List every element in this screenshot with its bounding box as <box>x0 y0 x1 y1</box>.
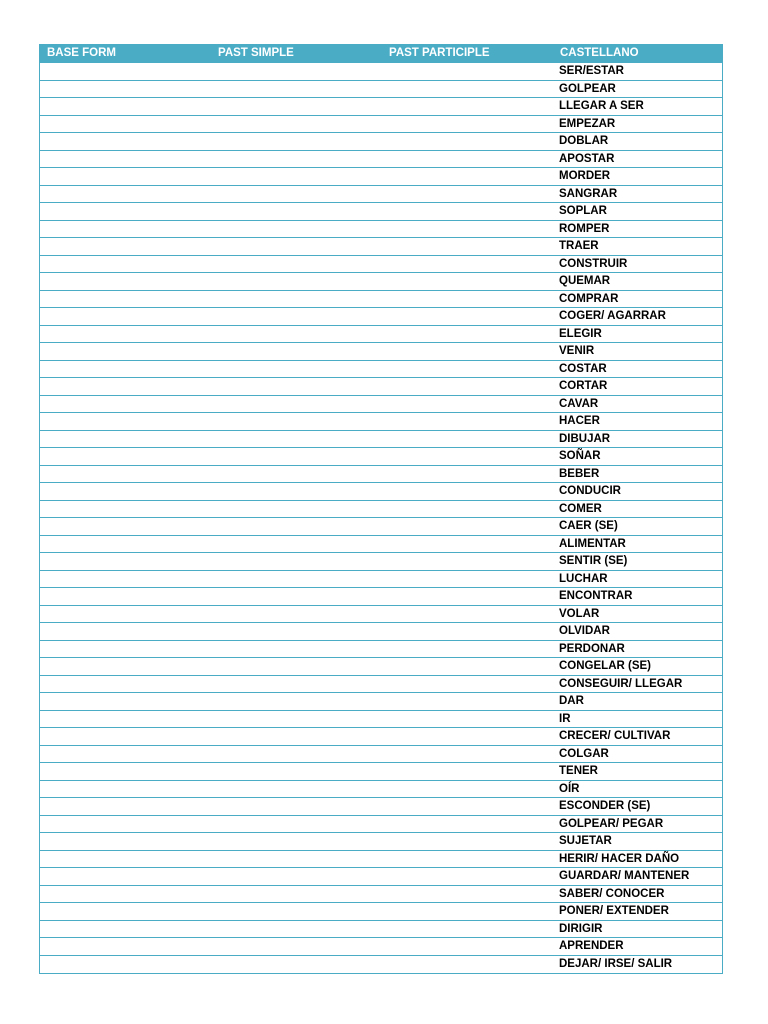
base-form-cell[interactable] <box>40 168 211 185</box>
past-simple-cell[interactable] <box>211 553 382 570</box>
base-form-cell[interactable] <box>40 431 211 448</box>
table-body <box>40 63 722 973</box>
past-simple-cell[interactable] <box>211 886 382 903</box>
base-form-cell[interactable] <box>40 693 211 710</box>
past-participle-cell[interactable] <box>382 588 553 605</box>
past-participle-cell[interactable] <box>382 378 553 395</box>
base-form-cell[interactable] <box>40 343 211 360</box>
past-participle-cell[interactable] <box>382 711 553 728</box>
table-row <box>40 63 722 81</box>
header-past-simple: PAST SIMPLE <box>218 47 294 59</box>
table-row <box>40 133 722 151</box>
base-form-cell[interactable] <box>40 868 211 885</box>
castellano-cell: CORTAR <box>559 380 608 392</box>
past-simple-cell[interactable] <box>211 763 382 780</box>
table-row <box>40 326 722 344</box>
castellano-cell: SANGRAR <box>559 187 618 200</box>
castellano-cell: SOÑAR <box>559 450 601 462</box>
table-row <box>40 291 722 309</box>
base-form-cell[interactable] <box>40 256 211 273</box>
past-participle-cell[interactable] <box>382 448 553 465</box>
header-past-participle: PAST PARTICIPLE <box>389 47 490 59</box>
table-row <box>40 501 722 519</box>
past-simple-cell[interactable] <box>211 658 382 675</box>
castellano-cell: TENER <box>559 765 598 777</box>
castellano-cell: DIRIGIR <box>559 922 603 935</box>
past-simple-cell[interactable] <box>211 151 382 168</box>
base-form-cell[interactable] <box>40 326 211 343</box>
castellano-cell: SENTIR (SE) <box>559 555 628 567</box>
past-participle-cell[interactable] <box>382 746 553 763</box>
past-participle-cell[interactable] <box>382 396 553 413</box>
past-simple-cell[interactable] <box>211 186 382 203</box>
base-form-cell[interactable] <box>40 448 211 465</box>
past-simple-cell[interactable] <box>211 221 382 238</box>
past-participle-cell[interactable] <box>382 431 553 448</box>
base-form-cell[interactable] <box>40 151 211 168</box>
past-simple-cell[interactable] <box>211 676 382 693</box>
past-participle-cell[interactable] <box>382 256 553 273</box>
past-participle-cell[interactable] <box>382 483 553 500</box>
table-row <box>40 483 722 501</box>
past-participle-cell[interactable] <box>382 501 553 518</box>
past-simple-cell[interactable] <box>211 98 382 115</box>
table-row <box>40 956 722 974</box>
castellano-cell: COLGAR <box>559 747 609 760</box>
header-base-form: BASE FORM <box>47 47 116 59</box>
castellano-cell: COMER <box>559 502 602 515</box>
past-participle-cell[interactable] <box>382 203 553 220</box>
table-row <box>40 151 722 169</box>
table-row <box>40 553 722 571</box>
castellano-cell: COSTAR <box>559 362 607 375</box>
castellano-cell: CONDUCIR <box>559 485 621 497</box>
past-participle-cell[interactable] <box>382 186 553 203</box>
castellano-cell: GOLPEAR/ PEGAR <box>559 817 664 830</box>
past-simple-cell[interactable] <box>211 728 382 745</box>
past-participle-cell[interactable] <box>382 868 553 885</box>
past-simple-cell[interactable] <box>211 168 382 185</box>
past-simple-cell[interactable] <box>211 361 382 378</box>
table-row <box>40 168 722 186</box>
past-simple-cell[interactable] <box>211 326 382 343</box>
past-simple-cell[interactable] <box>211 938 382 955</box>
castellano-cell: VOLAR <box>559 607 600 620</box>
table-row <box>40 886 722 904</box>
table-row <box>40 536 722 554</box>
base-form-cell[interactable] <box>40 728 211 745</box>
table-row <box>40 763 722 781</box>
table-row <box>40 938 722 956</box>
castellano-cell: DIBUJAR <box>559 432 611 445</box>
base-form-cell[interactable] <box>40 378 211 395</box>
castellano-cell: HACER <box>559 415 600 427</box>
table-row <box>40 693 722 711</box>
past-participle-cell[interactable] <box>382 133 553 150</box>
castellano-cell: DEJAR/ IRSE/ SALIR <box>559 957 673 970</box>
table-row <box>40 116 722 134</box>
past-simple-cell[interactable] <box>211 903 382 920</box>
past-participle-cell[interactable] <box>382 308 553 325</box>
past-participle-cell[interactable] <box>382 518 553 535</box>
past-participle-cell[interactable] <box>382 781 553 798</box>
table-row <box>40 658 722 676</box>
castellano-cell: LUCHAR <box>559 572 608 585</box>
base-form-cell[interactable] <box>40 711 211 728</box>
past-participle-cell[interactable] <box>382 816 553 833</box>
base-form-cell[interactable] <box>40 903 211 920</box>
past-simple-cell[interactable] <box>211 921 382 938</box>
past-simple-cell[interactable] <box>211 588 382 605</box>
base-form-cell[interactable] <box>40 833 211 850</box>
table-row <box>40 221 722 239</box>
castellano-cell: PERDONAR <box>559 642 625 655</box>
past-simple-cell[interactable] <box>211 693 382 710</box>
base-form-cell[interactable] <box>40 536 211 553</box>
base-form-cell[interactable] <box>40 518 211 535</box>
past-participle-cell[interactable] <box>382 326 553 343</box>
table-row <box>40 378 722 396</box>
table-row <box>40 833 722 851</box>
table-row <box>40 623 722 641</box>
base-form-cell[interactable] <box>40 763 211 780</box>
past-participle-cell[interactable] <box>382 536 553 553</box>
past-simple-cell[interactable] <box>211 116 382 133</box>
castellano-cell: BEBER <box>559 467 600 480</box>
table-row <box>40 571 722 589</box>
table-row <box>40 396 722 414</box>
castellano-cell: SABER/ CONOCER <box>559 887 665 900</box>
past-participle-cell[interactable] <box>382 291 553 308</box>
table-row <box>40 466 722 484</box>
table-row <box>40 81 722 99</box>
table-header <box>40 45 722 63</box>
past-simple-cell[interactable] <box>211 133 382 150</box>
base-form-cell[interactable] <box>40 606 211 623</box>
castellano-cell: EMPEZAR <box>559 117 616 130</box>
table-row <box>40 98 722 116</box>
table-row <box>40 273 722 291</box>
table-row <box>40 746 722 764</box>
castellano-cell: CONGELAR (SE) <box>559 660 651 672</box>
past-simple-cell[interactable] <box>211 868 382 885</box>
base-form-cell[interactable] <box>40 413 211 430</box>
base-form-cell[interactable] <box>40 921 211 938</box>
past-simple-cell[interactable] <box>211 483 382 500</box>
base-form-cell[interactable] <box>40 816 211 833</box>
base-form-cell[interactable] <box>40 798 211 815</box>
past-participle-cell[interactable] <box>382 921 553 938</box>
castellano-cell: PONER/ EXTENDER <box>559 905 669 917</box>
base-form-cell[interactable] <box>40 361 211 378</box>
past-participle-cell[interactable] <box>382 343 553 360</box>
past-participle-cell[interactable] <box>382 851 553 868</box>
past-participle-cell[interactable] <box>382 763 553 780</box>
castellano-cell: HERIR/ HACER DAÑO <box>559 852 680 865</box>
table-row <box>40 606 722 624</box>
past-participle-cell[interactable] <box>382 956 553 974</box>
past-participle-cell[interactable] <box>382 676 553 693</box>
castellano-cell: OÍR <box>559 782 580 795</box>
past-participle-cell[interactable] <box>382 116 553 133</box>
table-row <box>40 798 722 816</box>
castellano-cell: LLEGAR A SER <box>559 100 644 112</box>
past-simple-cell[interactable] <box>211 781 382 798</box>
base-form-cell[interactable] <box>40 641 211 658</box>
past-participle-cell[interactable] <box>382 903 553 920</box>
castellano-cell: DAR <box>559 695 584 707</box>
table-row <box>40 781 722 799</box>
past-simple-cell[interactable] <box>211 378 382 395</box>
castellano-cell: IR <box>559 712 571 725</box>
base-form-cell[interactable] <box>40 116 211 133</box>
table-row <box>40 238 722 256</box>
castellano-cell: CONSTRUIR <box>559 257 628 270</box>
past-participle-cell[interactable] <box>382 466 553 483</box>
past-simple-cell[interactable] <box>211 273 382 290</box>
past-simple-cell[interactable] <box>211 956 382 974</box>
past-simple-cell[interactable] <box>211 798 382 815</box>
base-form-cell[interactable] <box>40 571 211 588</box>
past-participle-cell[interactable] <box>382 693 553 710</box>
past-participle-cell[interactable] <box>382 273 553 290</box>
past-simple-cell[interactable] <box>211 431 382 448</box>
header-castellano: CASTELLANO <box>560 47 639 59</box>
base-form-cell[interactable] <box>40 238 211 255</box>
castellano-cell: TRAER <box>559 240 599 252</box>
past-participle-cell[interactable] <box>382 798 553 815</box>
castellano-cell: GUARDAR/ MANTENER <box>559 870 690 882</box>
table-row <box>40 203 722 221</box>
table-row <box>40 641 722 659</box>
base-form-cell[interactable] <box>40 203 211 220</box>
past-participle-cell[interactable] <box>382 63 553 80</box>
table-row <box>40 868 722 886</box>
table-row <box>40 448 722 466</box>
past-simple-cell[interactable] <box>211 851 382 868</box>
table-row <box>40 343 722 361</box>
base-form-cell[interactable] <box>40 483 211 500</box>
table-row <box>40 676 722 694</box>
base-form-cell[interactable] <box>40 63 211 80</box>
past-participle-cell[interactable] <box>382 361 553 378</box>
past-participle-cell[interactable] <box>382 98 553 115</box>
past-simple-cell[interactable] <box>211 816 382 833</box>
castellano-cell: SER/ESTAR <box>559 65 624 77</box>
past-simple-cell[interactable] <box>211 571 382 588</box>
castellano-cell: SOPLAR <box>559 205 607 217</box>
past-participle-cell[interactable] <box>382 238 553 255</box>
past-simple-cell[interactable] <box>211 291 382 308</box>
base-form-cell[interactable] <box>40 291 211 308</box>
past-participle-cell[interactable] <box>382 658 553 675</box>
past-simple-cell[interactable] <box>211 413 382 430</box>
past-participle-cell[interactable] <box>382 413 553 430</box>
castellano-cell: OLVIDAR <box>559 625 610 637</box>
past-participle-cell[interactable] <box>382 728 553 745</box>
castellano-cell: CONSEGUIR/ LLEGAR <box>559 677 683 690</box>
castellano-cell: COGER/ AGARRAR <box>559 310 666 322</box>
castellano-cell: ROMPER <box>559 222 610 235</box>
castellano-cell: COMPRAR <box>559 292 619 305</box>
past-simple-cell[interactable] <box>211 641 382 658</box>
past-participle-cell[interactable] <box>382 641 553 658</box>
base-form-cell[interactable] <box>40 81 211 98</box>
castellano-cell: VENIR <box>559 345 595 357</box>
castellano-cell: ALIMENTAR <box>559 537 626 550</box>
past-simple-cell[interactable] <box>211 711 382 728</box>
base-form-cell[interactable] <box>40 956 211 974</box>
base-form-cell[interactable] <box>40 553 211 570</box>
base-form-cell[interactable] <box>40 133 211 150</box>
past-simple-cell[interactable] <box>211 396 382 413</box>
table-row <box>40 903 722 921</box>
castellano-cell: APOSTAR <box>559 152 615 165</box>
base-form-cell[interactable] <box>40 221 211 238</box>
castellano-cell: CAER (SE) <box>559 520 618 532</box>
castellano-cell: APRENDER <box>559 940 624 952</box>
past-simple-cell[interactable] <box>211 606 382 623</box>
past-simple-cell[interactable] <box>211 203 382 220</box>
past-participle-cell[interactable] <box>382 571 553 588</box>
past-simple-cell[interactable] <box>211 536 382 553</box>
past-participle-cell[interactable] <box>382 938 553 955</box>
castellano-cell: ENCONTRAR <box>559 590 633 602</box>
base-form-cell[interactable] <box>40 186 211 203</box>
past-simple-cell[interactable] <box>211 81 382 98</box>
past-simple-cell[interactable] <box>211 623 382 640</box>
table-row <box>40 921 722 939</box>
past-participle-cell[interactable] <box>382 886 553 903</box>
past-simple-cell[interactable] <box>211 63 382 80</box>
past-simple-cell[interactable] <box>211 746 382 763</box>
past-simple-cell[interactable] <box>211 501 382 518</box>
base-form-cell[interactable] <box>40 308 211 325</box>
table-row <box>40 728 722 746</box>
table-row <box>40 256 722 274</box>
table-row <box>40 308 722 326</box>
table-row <box>40 361 722 379</box>
castellano-cell: MORDER <box>559 170 611 182</box>
table-row <box>40 711 722 729</box>
past-participle-cell[interactable] <box>382 221 553 238</box>
base-form-cell[interactable] <box>40 273 211 290</box>
base-form-cell[interactable] <box>40 781 211 798</box>
base-form-cell[interactable] <box>40 658 211 675</box>
past-participle-cell[interactable] <box>382 168 553 185</box>
castellano-cell: DOBLAR <box>559 135 609 147</box>
past-simple-cell[interactable] <box>211 308 382 325</box>
past-simple-cell[interactable] <box>211 466 382 483</box>
past-simple-cell[interactable] <box>211 238 382 255</box>
base-form-cell[interactable] <box>40 98 211 115</box>
past-participle-cell[interactable] <box>382 553 553 570</box>
castellano-cell: CRECER/ CULTIVAR <box>559 730 671 742</box>
base-form-cell[interactable] <box>40 501 211 518</box>
table-row <box>40 431 722 449</box>
table-row <box>40 186 722 204</box>
past-participle-cell[interactable] <box>382 81 553 98</box>
table-row <box>40 588 722 606</box>
past-participle-cell[interactable] <box>382 623 553 640</box>
past-simple-cell[interactable] <box>211 448 382 465</box>
base-form-cell[interactable] <box>40 676 211 693</box>
table-row <box>40 816 722 834</box>
verb-table <box>39 44 723 974</box>
base-form-cell[interactable] <box>40 466 211 483</box>
past-simple-cell[interactable] <box>211 833 382 850</box>
table-row <box>40 518 722 536</box>
past-participle-cell[interactable] <box>382 606 553 623</box>
base-form-cell[interactable] <box>40 396 211 413</box>
past-simple-cell[interactable] <box>211 518 382 535</box>
base-form-cell[interactable] <box>40 623 211 640</box>
castellano-cell: QUEMAR <box>559 275 611 287</box>
base-form-cell[interactable] <box>40 886 211 903</box>
base-form-cell[interactable] <box>40 938 211 955</box>
table-row <box>40 413 722 431</box>
castellano-cell: ELEGIR <box>559 327 602 340</box>
castellano-cell: ESCONDER (SE) <box>559 800 651 812</box>
castellano-cell: SUJETAR <box>559 835 612 847</box>
castellano-cell: GOLPEAR <box>559 82 616 95</box>
base-form-cell[interactable] <box>40 746 211 763</box>
castellano-cell: CAVAR <box>559 397 599 410</box>
past-simple-cell[interactable] <box>211 343 382 360</box>
base-form-cell[interactable] <box>40 851 211 868</box>
past-participle-cell[interactable] <box>382 151 553 168</box>
past-simple-cell[interactable] <box>211 256 382 273</box>
base-form-cell[interactable] <box>40 588 211 605</box>
past-participle-cell[interactable] <box>382 833 553 850</box>
table-row <box>40 851 722 869</box>
